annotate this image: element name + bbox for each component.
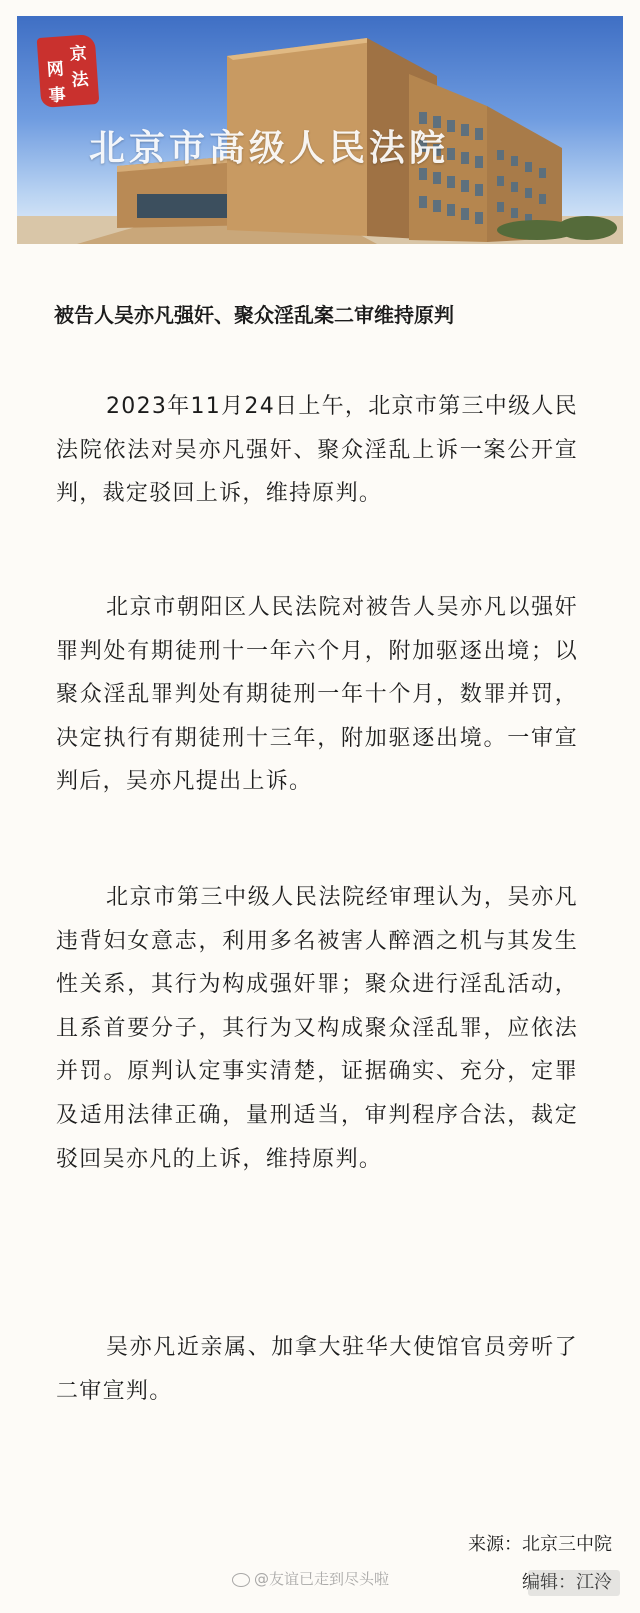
article-paragraph-2: 北京市朝阳区人民法院对被告人吴亦凡以强奸罪判处有期徒刑十一年六个月，附加驱逐出境；以聚众淫乱罪判处有期徒刑一年十个月，数罪并罚，决定执行有期徒刑十三年，附加驱逐出境。一审宣判后，吴亦凡提出上诉。 bbox=[56, 595, 578, 795]
banner-title: 北京市高级人民法院 bbox=[89, 128, 450, 169]
watermark-text: @友谊已走到尽头啦 bbox=[254, 1570, 390, 1588]
article-source: 来源：北京三中院 bbox=[468, 1534, 612, 1555]
court-banner-image bbox=[17, 16, 623, 244]
article-paragraph-1: 2023年11月24日上午，北京市第三中级人民法院依法对吴亦凡强奸、聚众淫乱上诉一案公开宣判，裁定驳回上诉，维持原判。 bbox=[56, 394, 578, 507]
article-paragraph-3: 北京市第三中级人民法院经审理认为，吴亦凡违背妇女意志，利用多名被害人醉酒之机与其发生性关系，其行为构成强奸罪；聚众进行淫乱活动，且系首要分子，其行为又构成聚众淫乱罪，应依法并罚。原判认定事实清楚，证据确实、充分，定罪及适用法律正确，量刑适当，审判程序合法，裁定驳回吴亦凡的上诉，维持原判。 bbox=[56, 885, 578, 1172]
court-news-seal-logo: 京 法 网 事 bbox=[37, 34, 100, 108]
article-headline: 被告人吴亦凡强奸、聚众淫乱案二审维持原判 bbox=[54, 303, 454, 327]
article-editor: 编辑：江泠 bbox=[522, 1572, 612, 1593]
weibo-icon bbox=[232, 1573, 250, 1587]
watermark-stamp bbox=[528, 1570, 620, 1596]
article-paragraph-4: 吴亦凡近亲属、加拿大驻华大使馆官员旁听了二审宣判。 bbox=[56, 1335, 578, 1404]
weibo-watermark bbox=[232, 1568, 389, 1589]
